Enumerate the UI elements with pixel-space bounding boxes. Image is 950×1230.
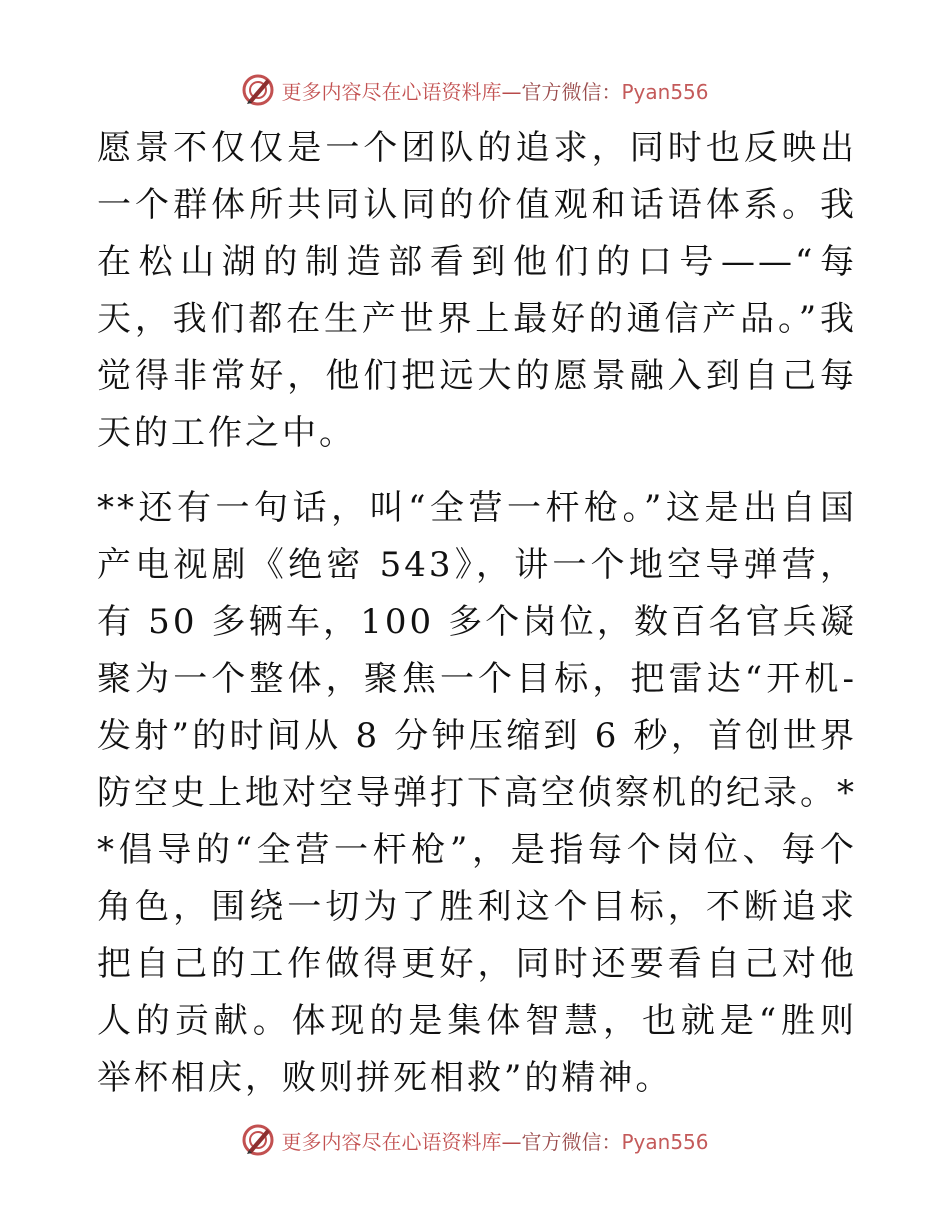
- document-body: [97, 120, 857, 1107]
- footer-wechat-label: 官方微信：: [521, 1129, 622, 1154]
- pen-logo-icon: [241, 1123, 275, 1157]
- header-banner-text: [281, 76, 708, 105]
- footer-wechat-id: Pyan556: [621, 1129, 709, 1154]
- footer-banner-text: [281, 1126, 708, 1155]
- pen-logo-icon: [241, 73, 275, 107]
- paragraph-1: 愿景不仅仅是一个团队的追求，同时也反映出一个群体所共同认同的价值观和话语体系。我在松山湖的制造部看到他们的口号——“每天，我们都在生产世界上最好的通信产品。”我觉得非常好，他们把远大的愿景融入到自己每天的工作之中。: [97, 128, 857, 453]
- header-wechat-label: 官方微信：: [521, 79, 622, 104]
- header-brand-text: 更多内容尽在心语资料库: [281, 79, 502, 104]
- footer-banner: [0, 1120, 950, 1160]
- header-wechat-id: Pyan556: [621, 79, 709, 104]
- header-banner: [0, 70, 950, 110]
- footer-brand-text: 更多内容尽在心语资料库: [281, 1129, 502, 1154]
- footer-separator: —: [501, 1129, 522, 1154]
- paragraph-2: **还有一句话，叫“全营一杆枪。”这是出自国产电视剧《绝密 543》，讲一个地空导弹营，有 50 多辆车，100 多个岗位，数百名官兵凝聚为一个整体，聚焦一个目标，把雷达“开机-发射”的时间从 8 分钟压缩到 6 秒，首创世界防空史上地对空导弹打下高空侦察机的纪录。**倡导的“全营一杆枪”，是指每个岗位、每个角色，围绕一切为了胜利这个目标，不断追求把自己的工作做得更好，同时还要看自己对他人的贡献。体现的是集体智慧，也就是“胜则举杯相庆，败则拼死相救”的精神。: [97, 488, 857, 1098]
- header-separator: —: [501, 79, 522, 104]
